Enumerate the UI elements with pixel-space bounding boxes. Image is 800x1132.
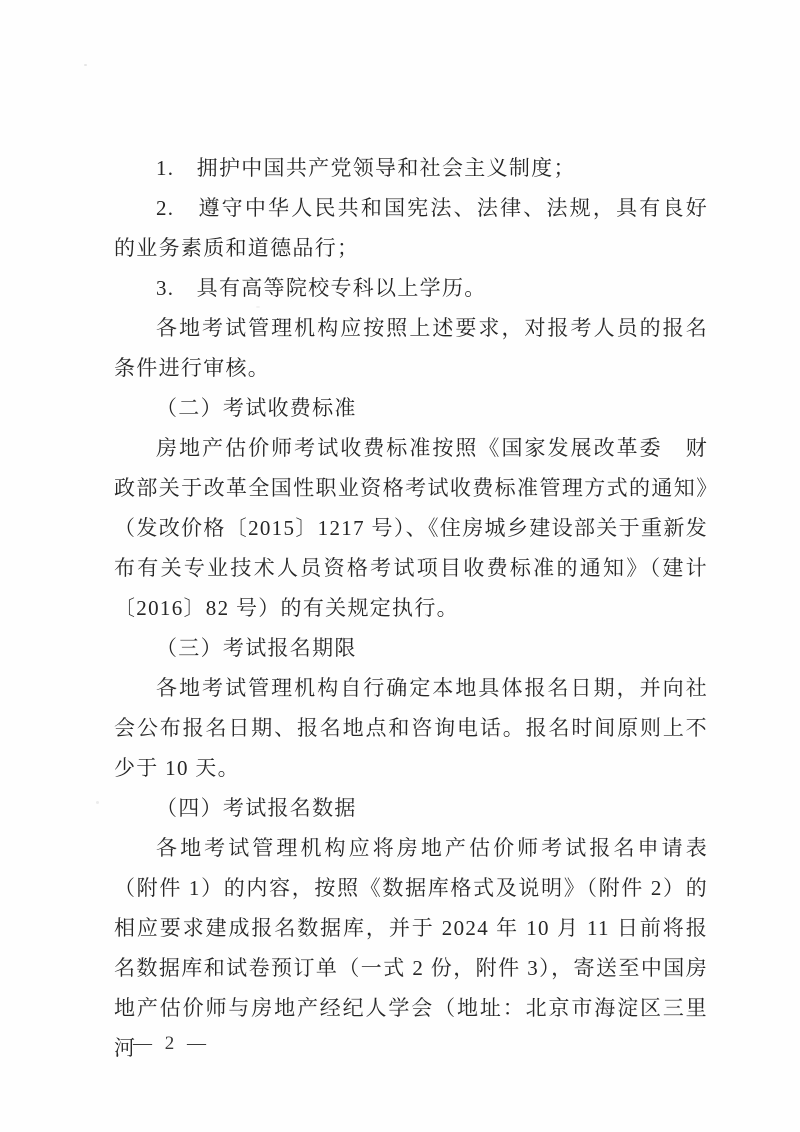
heading-exam-fee-standard: （二）考试收费标准 (156, 396, 357, 420)
paragraph-registration-data: 各地考试管理机构应将房地产估价师考试报名申请表（附件 1）的内容，按照《数据库格式及说明》（附件 2）的相应要求建成报名数据库，并于 2024 年 10 月 11 日前将报名数据库和试卷预订单（一式 2 份，附件 3），寄送至中国房地产估价师与房地产经纪人学会（地址：北京市海淀区三里河 (114, 836, 708, 1060)
scan-speck (256, 306, 260, 308)
heading-registration-period: （三）考试报名期限 (156, 636, 357, 660)
document-content (114, 148, 708, 1068)
scan-speck (96, 801, 99, 804)
paragraph-review-requirements: 各地考试管理机构应按照上述要求，对报考人员的报名条件进行审核。 (114, 316, 708, 380)
list-item-1: 1. 拥护中国共产党领导和社会主义制度； (156, 156, 576, 180)
paragraph-exam-fee-standard: 房地产估价师考试收费标准按照《国家发展改革委 财政部关于改革全国性职业资格考试收费标准管理方式的通知》（发改价格〔2015〕1217 号）、《住房城乡建设部关于重新发布有关专业技术人员资格考试项目收费标准的通知》（建计〔2016〕82 号）的有关规定执行。 (114, 436, 708, 620)
page-number: — 2 — (133, 1033, 210, 1054)
paragraph-registration-period: 各地考试管理机构自行确定本地具体报名日期，并向社会公布报名日期、报名地点和咨询电话。报名时间原则上不少于 10 天。 (114, 676, 708, 780)
list-item-3: 3. 具有高等院校专科以上学历。 (156, 276, 487, 300)
heading-registration-data: （四）考试报名数据 (156, 796, 357, 820)
scan-speck (84, 64, 87, 66)
list-item-2: 2. 遵守中华人民共和国宪法、法律、法规，具有良好的业务素质和道德品行； (114, 196, 708, 260)
